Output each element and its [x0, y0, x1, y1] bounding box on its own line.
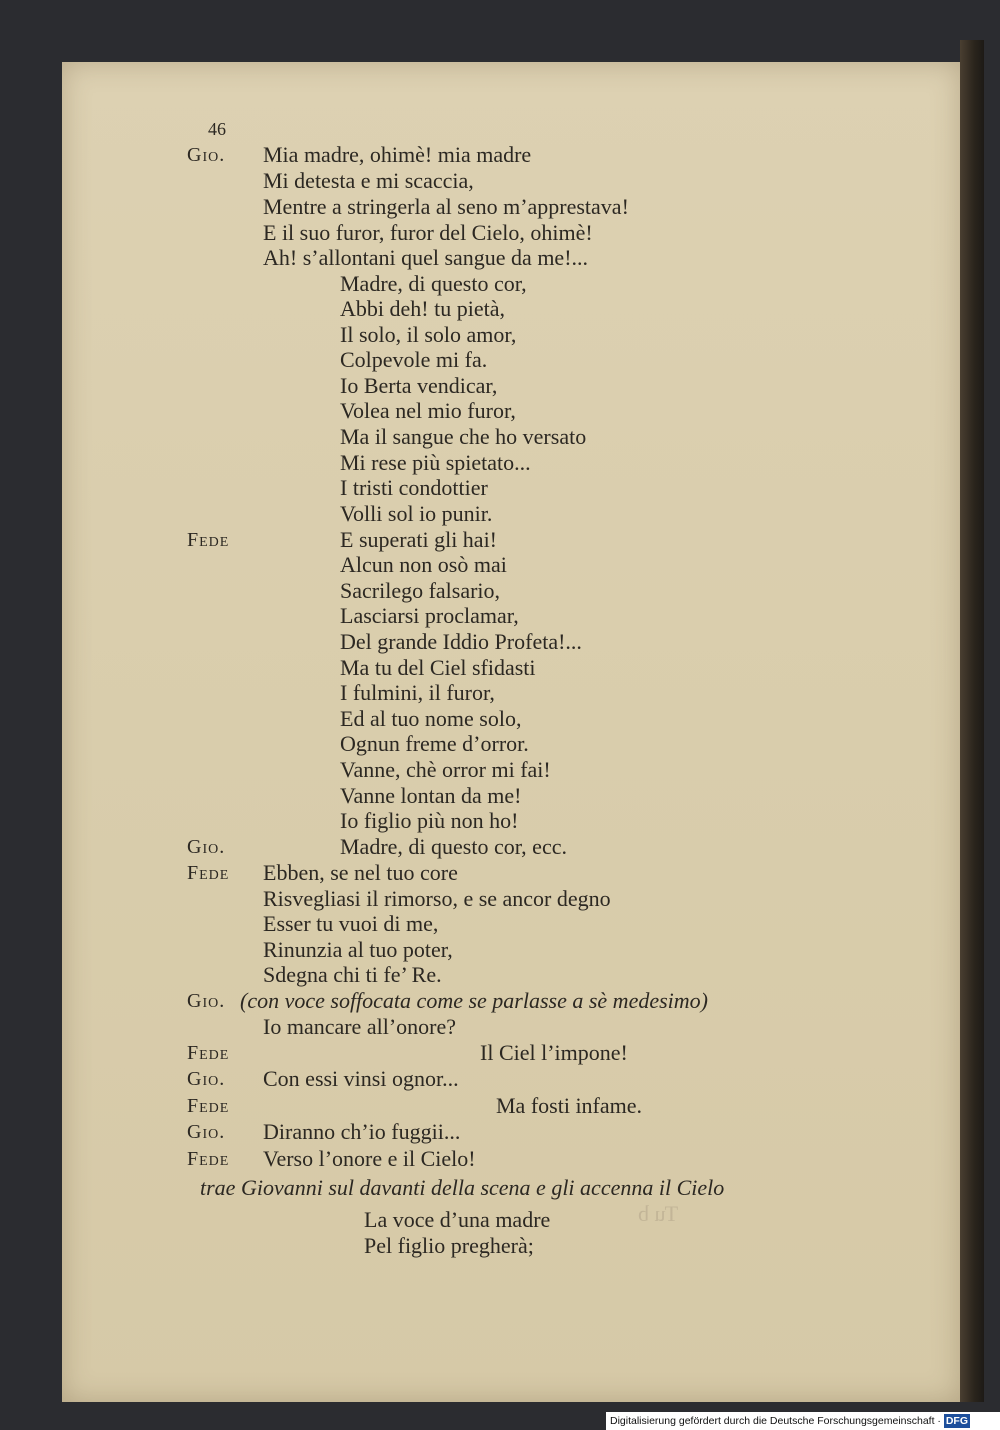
verse-line: Mi rese più spietato... [340, 450, 531, 475]
verse-line: Ognun freme d’orror. [340, 731, 529, 756]
verse-line: Colpevole mi fa. [340, 347, 488, 372]
verse-line: Alcun non osò mai [340, 552, 507, 577]
speaker-label: Fede [187, 1042, 230, 1064]
verse-line: Mentre a stringerla al seno m’apprestava! [263, 194, 629, 219]
verse-line: Vanne lontan da me! [340, 783, 522, 808]
verse-line: Io mancare all’onore? [263, 1014, 456, 1039]
verse-line: Madre, di questo cor, [340, 271, 527, 296]
bleed-through-mark: Tu b [638, 1201, 679, 1226]
verse-line: Ma fosti infame. [496, 1093, 643, 1118]
footer-credit: Digitalisierung gefördert durch die Deutsche Forschungsgemeinschaft · [610, 1415, 941, 1427]
verse-line: Diranno ch’io fuggii... [263, 1119, 461, 1144]
speaker-label: Gio. [187, 836, 226, 858]
verse-line: Mi detesta e mi scaccia, [263, 168, 474, 193]
verse-line: Volea nel mio furor, [340, 398, 516, 423]
book-spine [960, 40, 984, 1402]
verse-line: Ah! s’allontani quel sangue da me!... [263, 245, 589, 270]
stage-direction: trae Giovanni sul davanti della scena e gli accenna il Cielo [200, 1175, 725, 1200]
verse-line: Abbi deh! tu pietà, [340, 296, 505, 321]
verse-line: Il solo, il solo amor, [340, 322, 517, 347]
verse-line: Verso l’onore e il Cielo! [263, 1146, 476, 1171]
verse-line: Vanne, chè orror mi fai! [340, 757, 551, 782]
verse-line: Madre, di questo cor, ecc. [340, 834, 567, 859]
speaker-label: Fede [187, 1148, 230, 1170]
speaker-label: Gio. [187, 990, 226, 1012]
verse-line: Io Berta vendicar, [340, 373, 498, 398]
verse-line: Risvegliasi il rimorso, e se ancor degno [263, 886, 611, 911]
speaker-label: Gio. [187, 144, 226, 166]
verse-line: I fulmini, il furor, [340, 680, 495, 705]
verse-line: Il Ciel l’impone! [480, 1040, 628, 1065]
verse-line: Rinunzia al tuo poter, [263, 937, 453, 962]
verse-line: Io figlio più non ho! [340, 808, 519, 833]
verse-line: Volli sol io punir. [340, 501, 493, 526]
verse-line: Esser tu vuoi di me, [263, 911, 439, 936]
speaker-label: Gio. [187, 1121, 226, 1143]
dfg-logo: DFG [945, 1415, 969, 1427]
verse-line: Mia madre, ohimè! mia madre [263, 142, 532, 167]
digitization-footer [606, 1412, 1000, 1430]
verse-line: Ed al tuo nome solo, [340, 706, 522, 731]
verse-line: La voce d’una madre [364, 1207, 551, 1232]
verse-line: Del grande Iddio Profeta!... [340, 629, 582, 654]
verse-line: E superati gli hai! [340, 527, 498, 552]
verse-line: Ma il sangue che ho versato [340, 424, 587, 449]
verse-line: I tristi condottier [340, 475, 488, 500]
verse-line: Lasciarsi proclamar, [340, 603, 519, 628]
verse-line: Sdegna chi ti fe’ Re. [263, 962, 442, 987]
verse-line: Sacrilego falsario, [340, 578, 501, 603]
page-number: 46 [208, 119, 226, 139]
speaker-label: Gio. [187, 1068, 226, 1090]
speaker-label: Fede [187, 862, 230, 884]
verse-line: E il suo furor, furor del Cielo, ohimè! [263, 220, 593, 245]
stage-direction: (con voce soffocata come se parlasse a sè medesimo) [240, 988, 708, 1013]
verse-line: Con essi vinsi ognor... [263, 1066, 459, 1091]
verse-line: Ma tu del Ciel sfidasti [340, 655, 536, 680]
verse-line: Pel figlio pregherà; [364, 1233, 534, 1258]
speaker-label: Fede [187, 1095, 230, 1117]
speaker-label: Fede [187, 529, 230, 551]
verse-line: Ebben, se nel tuo core [263, 860, 458, 885]
